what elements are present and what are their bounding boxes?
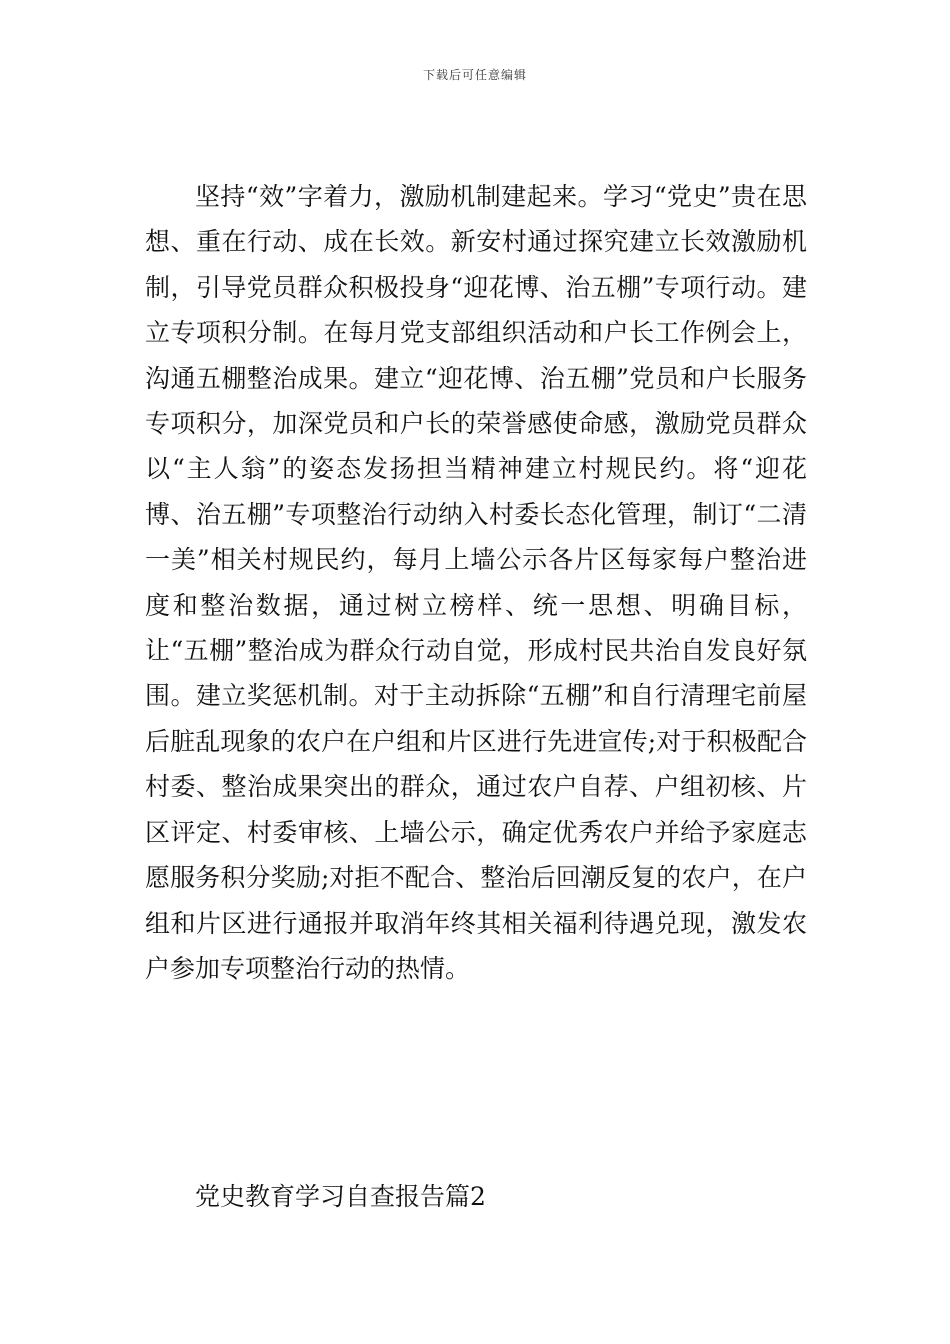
body-paragraph: 坚持“效”字着力，激励机制建起来。学习“党史”贵在思想、重在行动、成在长效。新安村通过探究建立长效激励机制，引导党员群众积极投身“迎花博、治五棚”专项行动。建立专项积分制。在每月党支部组织活动和户长工作例会上，沟通五棚整治成果。建立“迎花博、治五棚”党员和户长服务专项积分，加深党员和户长的荣誉感使命感，激励党员群众以“主人翁”的姿态发扬担当精神建立村规民约。将“迎花博、治五棚”专项整治行动纳入村委长态化管理，制订“二清一美”相关村规民约，每月上墙公示各片区每家每户整治进度和整治数据，通过树立榜样、统一思想、明确目标，让“五棚”整治成为群众行动自觉，形成村民共治自发良好氛围。建立奖惩机制。对于主动拆除“五棚”和自行清理宅前屋后脏乱现象的农户在户组和片区进行先进宣传;对于积极配合村委、整治成果突出的群众，通过农户自荐、户组初核、片区评定、村委审核、上墙公示，确定优秀农户并给予家庭志愿服务积分奖励;对拒不配合、整治后回潮反复的农户，在户组和片区进行通报并取消年终其相关福利待遇兑现，激发农户参加专项整治行动的热情。: [145, 182, 807, 983]
section-heading: 党史教育学习自查报告篇2: [195, 1182, 486, 1211]
header-note: 下载后可任意编辑: [422, 68, 527, 82]
